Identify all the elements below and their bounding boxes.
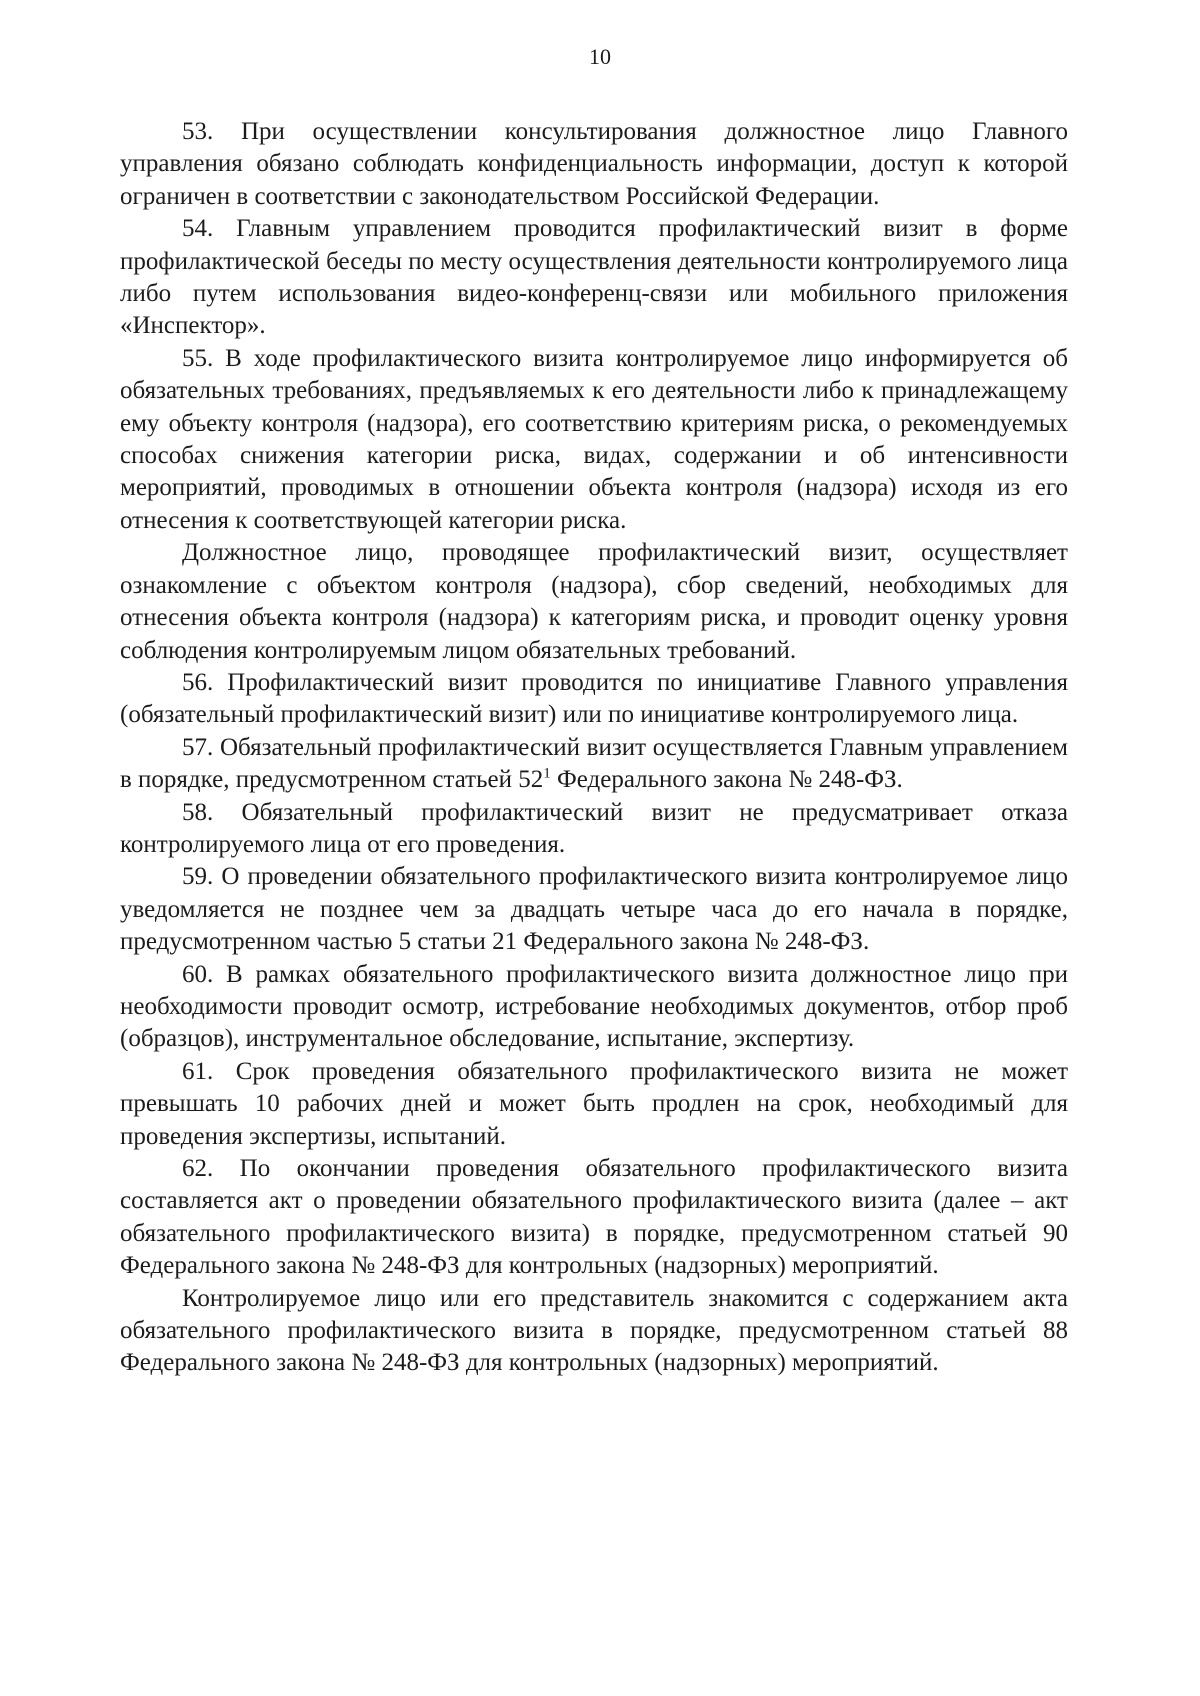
paragraph-60: 60. В рамках обязательного профилактического визита должностное лицо при необходимости проводит осмотр, истребование необходимых документов, отбор проб (образцов), инструментальное обследование, испытание, экспертизу.	[120, 960, 1068, 1053]
paragraph-57	[120, 732, 1068, 797]
paragraph-57-text-after: Федерального закона № 248-ФЗ.	[550, 766, 903, 794]
document-body	[120, 116, 1068, 1380]
paragraph-62-continuation: Контролируемое лицо или его представитель знакомится с содержанием акта обязательного профилактического визита в порядке, предусмотренном статьей 88 Федерального закона № 248-ФЗ для контрольных (надзорных) мероприятий.	[120, 1284, 1068, 1377]
paragraph-61: 61. Срок проведения обязательного профилактического визита не может превышать 10 рабочих дней и может быть продлен на срок, необходимый для проведения экспертизы, испытаний.	[120, 1057, 1068, 1150]
paragraph-58: 58. Обязательный профилактический визит не предусматривает отказа контролируемого лица от его проведения.	[120, 798, 1068, 858]
paragraph-56: 56. Профилактический визит проводится по инициативе Главного управления (обязательный профилактический визит) или по инициативе контролируемого лица.	[120, 668, 1068, 729]
page-number: 10	[589, 44, 611, 69]
paragraph-57-superscript: 1	[543, 765, 551, 782]
paragraph-53: 53. При осуществлении консультирования должностное лицо Главного управления обязано соблюдать конфиденциальность информации, доступ к которой ограничен в соответствии с законодательством Российской Федерации.	[120, 118, 1068, 210]
paragraph-62: 62. По окончании проведения обязательного профилактического визита составляется акт о проведении обязательного профилактического визита (далее – акт обязательного профилактического визита) в порядке, предусмотренном статьей 90 Федерального закона № 248-ФЗ для контрольных (надзорных) мероприятий.	[120, 1155, 1068, 1280]
paragraph-55-continuation: Должностное лицо, проводящее профилактический визит, осуществляет ознакомление с объектом контроля (надзора), сбор сведений, необходимых для отнесения объекта контроля (надзора) к категориям риска, и проводит оценку уровня соблюдения контролируемым лицом обязательных требований.	[120, 539, 1068, 664]
paragraph-54: 54. Главным управлением проводится профилактический визит в форме профилактической беседы по месту осуществления деятельности контролируемого лица либо путем использования видео-конференц-связи или мобильного приложения «Инспектор».	[120, 215, 1068, 340]
paragraph-55: 55. В ходе профилактического визита контролируемое лицо информируется об обязательных требованиях, предъявляемых к его деятельности либо к принадлежащему ему объекту контроля (надзора), его соответствию критериям риска, о рекомендуемых способах снижения категории риска, видах, содержании и об интенсивности мероприятий, проводимых в отношении объекта контроля (надзора) исходя из его отнесения к соответствующей категории риска.	[120, 344, 1068, 534]
paragraph-59: 59. О проведении обязательного профилактического визита контролируемое лицо уведомляется не позднее чем за двадцать четыре часа до его начала в порядке, предусмотренном частью 5 статьи 21 Федерального закона № 248-ФЗ.	[120, 863, 1068, 956]
paragraph-57-text-before: 57. Обязательный профилактический визит осуществляется Главным управлением в порядке, предусмотренном статьей 52	[120, 733, 1068, 794]
